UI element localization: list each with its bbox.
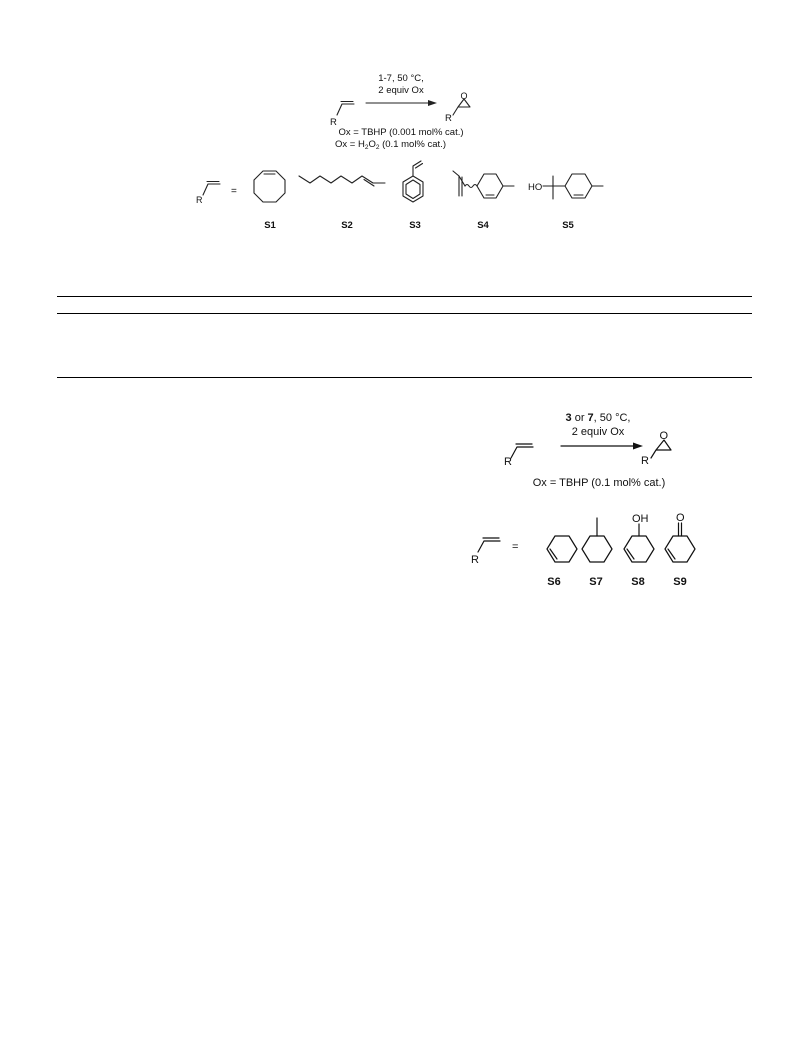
- substrate-s4-limonene: [453, 171, 514, 231]
- substrate-s5-terpineol: [528, 174, 603, 231]
- scheme2-conditions-line2: 2 equiv Ox: [571, 426, 625, 438]
- label-s8: S8: [631, 576, 645, 588]
- equals-sign: =: [231, 186, 237, 197]
- r-label-product-2: R: [641, 455, 649, 467]
- equals-sign-2: =: [512, 541, 519, 553]
- scheme2-conditions-line1: 3 or 7, 50 °C,: [565, 412, 631, 424]
- generic-alkene: [196, 182, 237, 206]
- substrate-s3-styrene: [403, 161, 423, 231]
- oxidant-h2o2: $Ox = H_2O_2$ (0.1 mol% cat.): [335, 139, 446, 151]
- label-s9: S9: [673, 576, 687, 588]
- label-s5: S5: [562, 220, 574, 231]
- reaction-arrow: [366, 100, 437, 106]
- generic-alkene-2: [471, 538, 518, 566]
- reaction-scheme-1: [0, 0, 793, 260]
- reaction-arrow-2: [561, 443, 643, 450]
- alkene-reactant: [330, 102, 354, 129]
- label-s3: S3: [409, 220, 421, 231]
- substrate-s8-cyclohexenol: [624, 513, 654, 588]
- oxidant-tbhp: Ox = TBHP (0.001 mol% cat.): [338, 127, 464, 138]
- label-s7: S7: [589, 576, 603, 588]
- epoxide-product: [445, 91, 470, 124]
- hydroxyl-label-s8: OH: [632, 513, 649, 525]
- r-label-generic: R: [196, 195, 203, 205]
- table-top-rule: [57, 296, 752, 297]
- oxidant-tbhp-2: Ox = TBHP (0.1 mol% cat.): [532, 477, 666, 489]
- substrate-s6-cyclohexene: [547, 536, 577, 588]
- alkene-reactant-2: [504, 444, 533, 468]
- r-label: R: [330, 117, 337, 128]
- reaction-scheme-2: [440, 395, 740, 595]
- epoxide-oxygen: O: [460, 91, 468, 101]
- scheme1-conditions-line1: 1-7, 50 °C,: [378, 73, 424, 84]
- table-header-rule: [57, 313, 752, 314]
- table-bottom-rule: [57, 377, 752, 378]
- substrate-s2-octene: [299, 176, 385, 231]
- label-s1: S1: [264, 220, 276, 231]
- substrate-s9-cyclohexenone: [665, 512, 695, 588]
- substrate-s7-methylcyclohexene: [582, 518, 612, 588]
- scheme1-conditions-line2: 2 equiv Ox: [378, 85, 424, 96]
- hydroxyl-label: HO: [528, 182, 543, 193]
- epoxide-product-2: [641, 430, 671, 467]
- label-s4: S4: [477, 220, 489, 231]
- r-label-product: R: [445, 113, 452, 124]
- epoxide-oxygen-2: O: [659, 430, 669, 442]
- r-label-generic-2: R: [471, 554, 479, 566]
- label-s2: S2: [341, 220, 353, 231]
- substrate-s1-cyclooctene: [254, 171, 285, 231]
- r-label-2: R: [504, 456, 512, 468]
- carbonyl-oxygen-s9: O: [676, 512, 685, 524]
- label-s6: S6: [547, 576, 561, 588]
